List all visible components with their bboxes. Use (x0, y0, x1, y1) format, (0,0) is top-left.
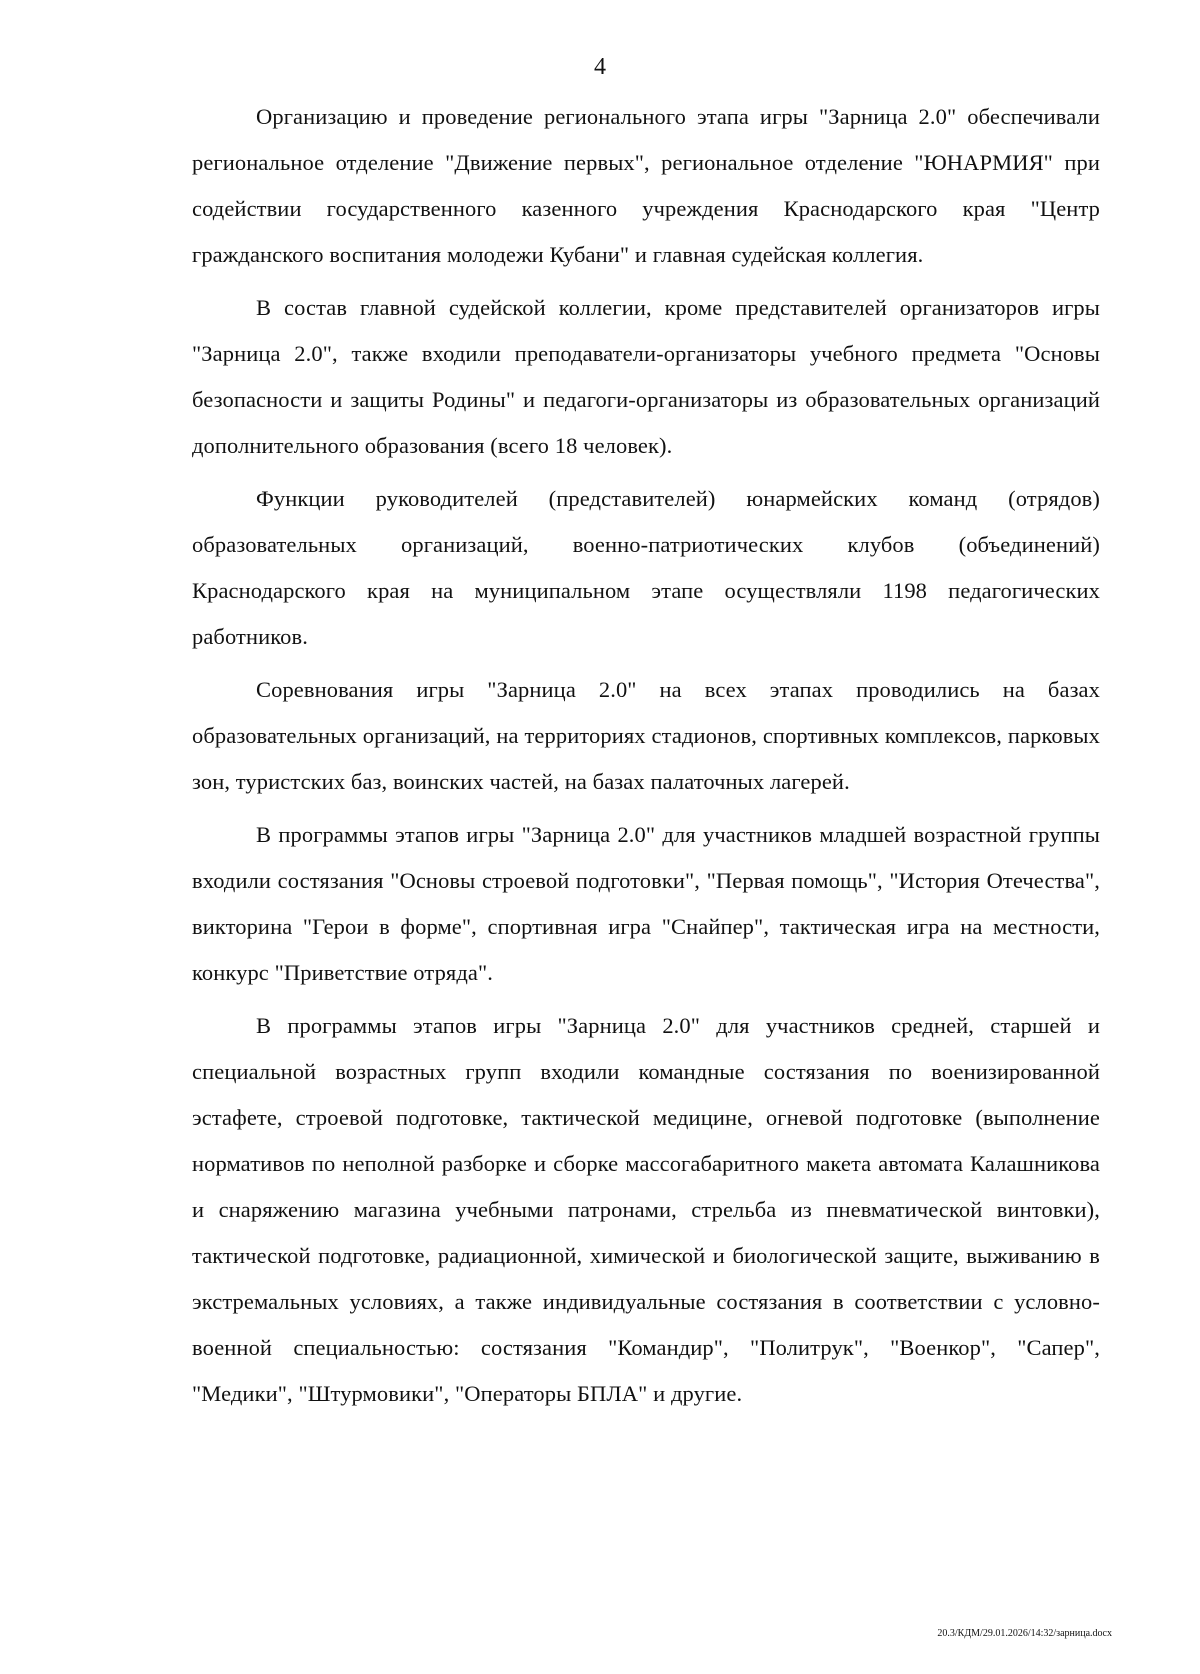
paragraph-judging-panel: В состав главной судейской коллегии, кроме представителей организаторов игры "Зарница 2.0", также входили преподаватели-организаторы учебного предмета "Основы безопасности и защиты Родины" и педагоги-организаторы из образовательных организаций дополнительного образования (всего 18 человек). (192, 295, 1100, 458)
paragraph-junior-program: В программы этапов игры "Зарница 2.0" для участников младшей возрастной группы входили состязания "Основы строевой подготовки", "Первая помощь", "История Отечества", викторина "Герои в форме", спортивная игра "Снайпер", тактическая игра на местности, конкурс "Приветствие отряда". (192, 822, 1100, 985)
paragraph-senior-program: В программы этапов игры "Зарница 2.0" для участников средней, старшей и специальной возрастных групп входили командные состязания по военизированной эстафете, строевой подготовке, тактической медицине, огневой подготовке (выполнение нормативов по неполной разборке и сборке массогабаритного макета автомата Калашникова и снаряжению магазина учебными патронами, стрельба из пневматической винтовки), тактической подготовке, радиационной, химической и биологической защите, выживанию в экстремальных условиях, а также индивидуальные состязания в соответствии с условно-военной специальностью: состязания "Командир", "Политрук", "Военкор", "Сапер", "Медики", "Штурмовики", "Операторы БПЛА" и другие. (192, 1013, 1100, 1406)
document-body (192, 94, 1100, 1424)
paragraph-venues: Соревнования игры "Зарница 2.0" на всех этапах проводились на базах образовательных организаций, на территориях стадионов, спортивных комплексов, парковых зон, туристских баз, воинских частей, на базах палаточных лагерей. (192, 677, 1100, 794)
paragraph-team-leaders: Функции руководителей (представителей) юнармейских команд (отрядов) образовательных организаций, военно-патриотических клубов (объединений) Краснодарского края на муниципальном этапе осуществляли 1198 педагогических работников. (192, 486, 1100, 649)
document-reference-footer: 20.3/КДМ/29.01.2026/14:32/зарница.docx (937, 1628, 1112, 1639)
paragraph-organization: Организацию и проведение регионального этапа игры "Зарница 2.0" обеспечивали региональное отделение "Движение первых", региональное отделение "ЮНАРМИЯ" при содействии государственного казенного учреждения Краснодарского края "Центр гражданского воспитания молодежи Кубани" и главная судейская коллегия. (192, 104, 1100, 267)
page-number: 4 (594, 54, 606, 80)
